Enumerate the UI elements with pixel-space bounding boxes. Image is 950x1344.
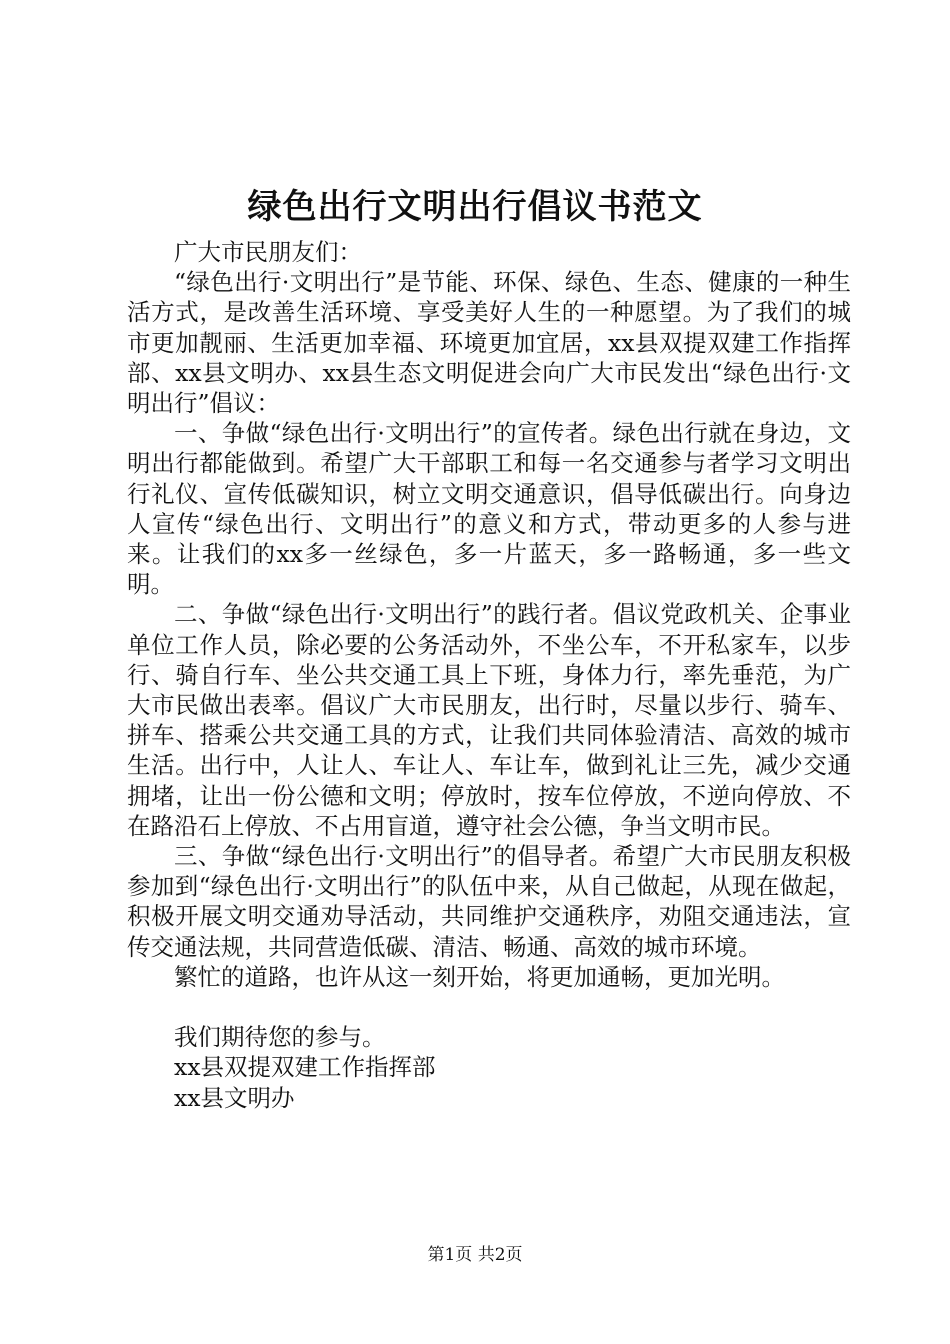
- paragraph-point-two: 二、争做“绿色出行·文明出行”的践行者。倡议党政机关、企事业单位工作人员，除必要的公务活动外，不坐公车，不开私家车，以步行、骑自行车、坐公共交通工具上下班，身体力行，率先垂范，为广大市民做出表率。倡议广大市民朋友，出行时，尽量以步行、骑车、拼车、搭乘公共交通工具的方式，让我们共同体验清洁、高效的城市生活。出行中，人让人、车让人、车让车，做到礼让三先，减少交通拥堵，让出一份公德和文明；停放时，按车位停放，不逆向停放、不在路沿石上停放、不占用盲道，遵守社会公德，争当文明市民。: [127, 600, 851, 840]
- document-title: 绿色出行文明出行倡议书范文: [247, 187, 703, 227]
- closing-line: 我们期待您的参与。: [174, 1023, 386, 1052]
- paragraph-conclusion: 繁忙的道路，也许从这一刻开始，将更加通畅，更加光明。: [174, 962, 785, 991]
- signature-line-2: xx县文明办: [174, 1083, 295, 1112]
- paragraph-point-one: 一、争做“绿色出行·文明出行”的宣传者。绿色出行就在身边，文明出行都能做到。希望广大干部职工和每一名交通参与者学习文明出行礼仪、宣传低碳知识，树立文明交通意识，倡导低碳出行。向身边人宣传“绿色出行、文明出行”的意义和方式，带动更多的人参与进来。让我们的xx多一丝绿色，多一片蓝天，多一路畅通，多一些文明。: [127, 419, 851, 599]
- paragraph-point-three: 三、争做“绿色出行·文明出行”的倡导者。希望广大市民朋友积极参加到“绿色出行·文明出行”的队伍中来，从自己做起，从现在做起，积极开展文明交通劝导活动，共同维护交通秩序，劝阻交通违法，宣传交通法规，共同营造低碳、清洁、畅通、高效的城市环境。: [127, 842, 851, 961]
- salutation: 广大市民朋友们：: [174, 238, 362, 266]
- signature-line-1: xx县双提双建工作指挥部: [174, 1053, 436, 1082]
- blank-line: [127, 992, 851, 1022]
- page-footer: 第1页 共2页: [427, 1245, 523, 1265]
- document-body: [127, 237, 851, 1113]
- paragraph-intro: “绿色出行·文明出行”是节能、环保、绿色、生态、健康的一种生活方式，是改善生活环境、享受美好人生的一种愿望。为了我们的城市更加靓丽、生活更加幸福、环境更加宜居，xx县双提双建工作指挥部、xx县文明办、xx县生态文明促进会向广大市民发出“绿色出行·文明出行”倡议：: [127, 268, 851, 418]
